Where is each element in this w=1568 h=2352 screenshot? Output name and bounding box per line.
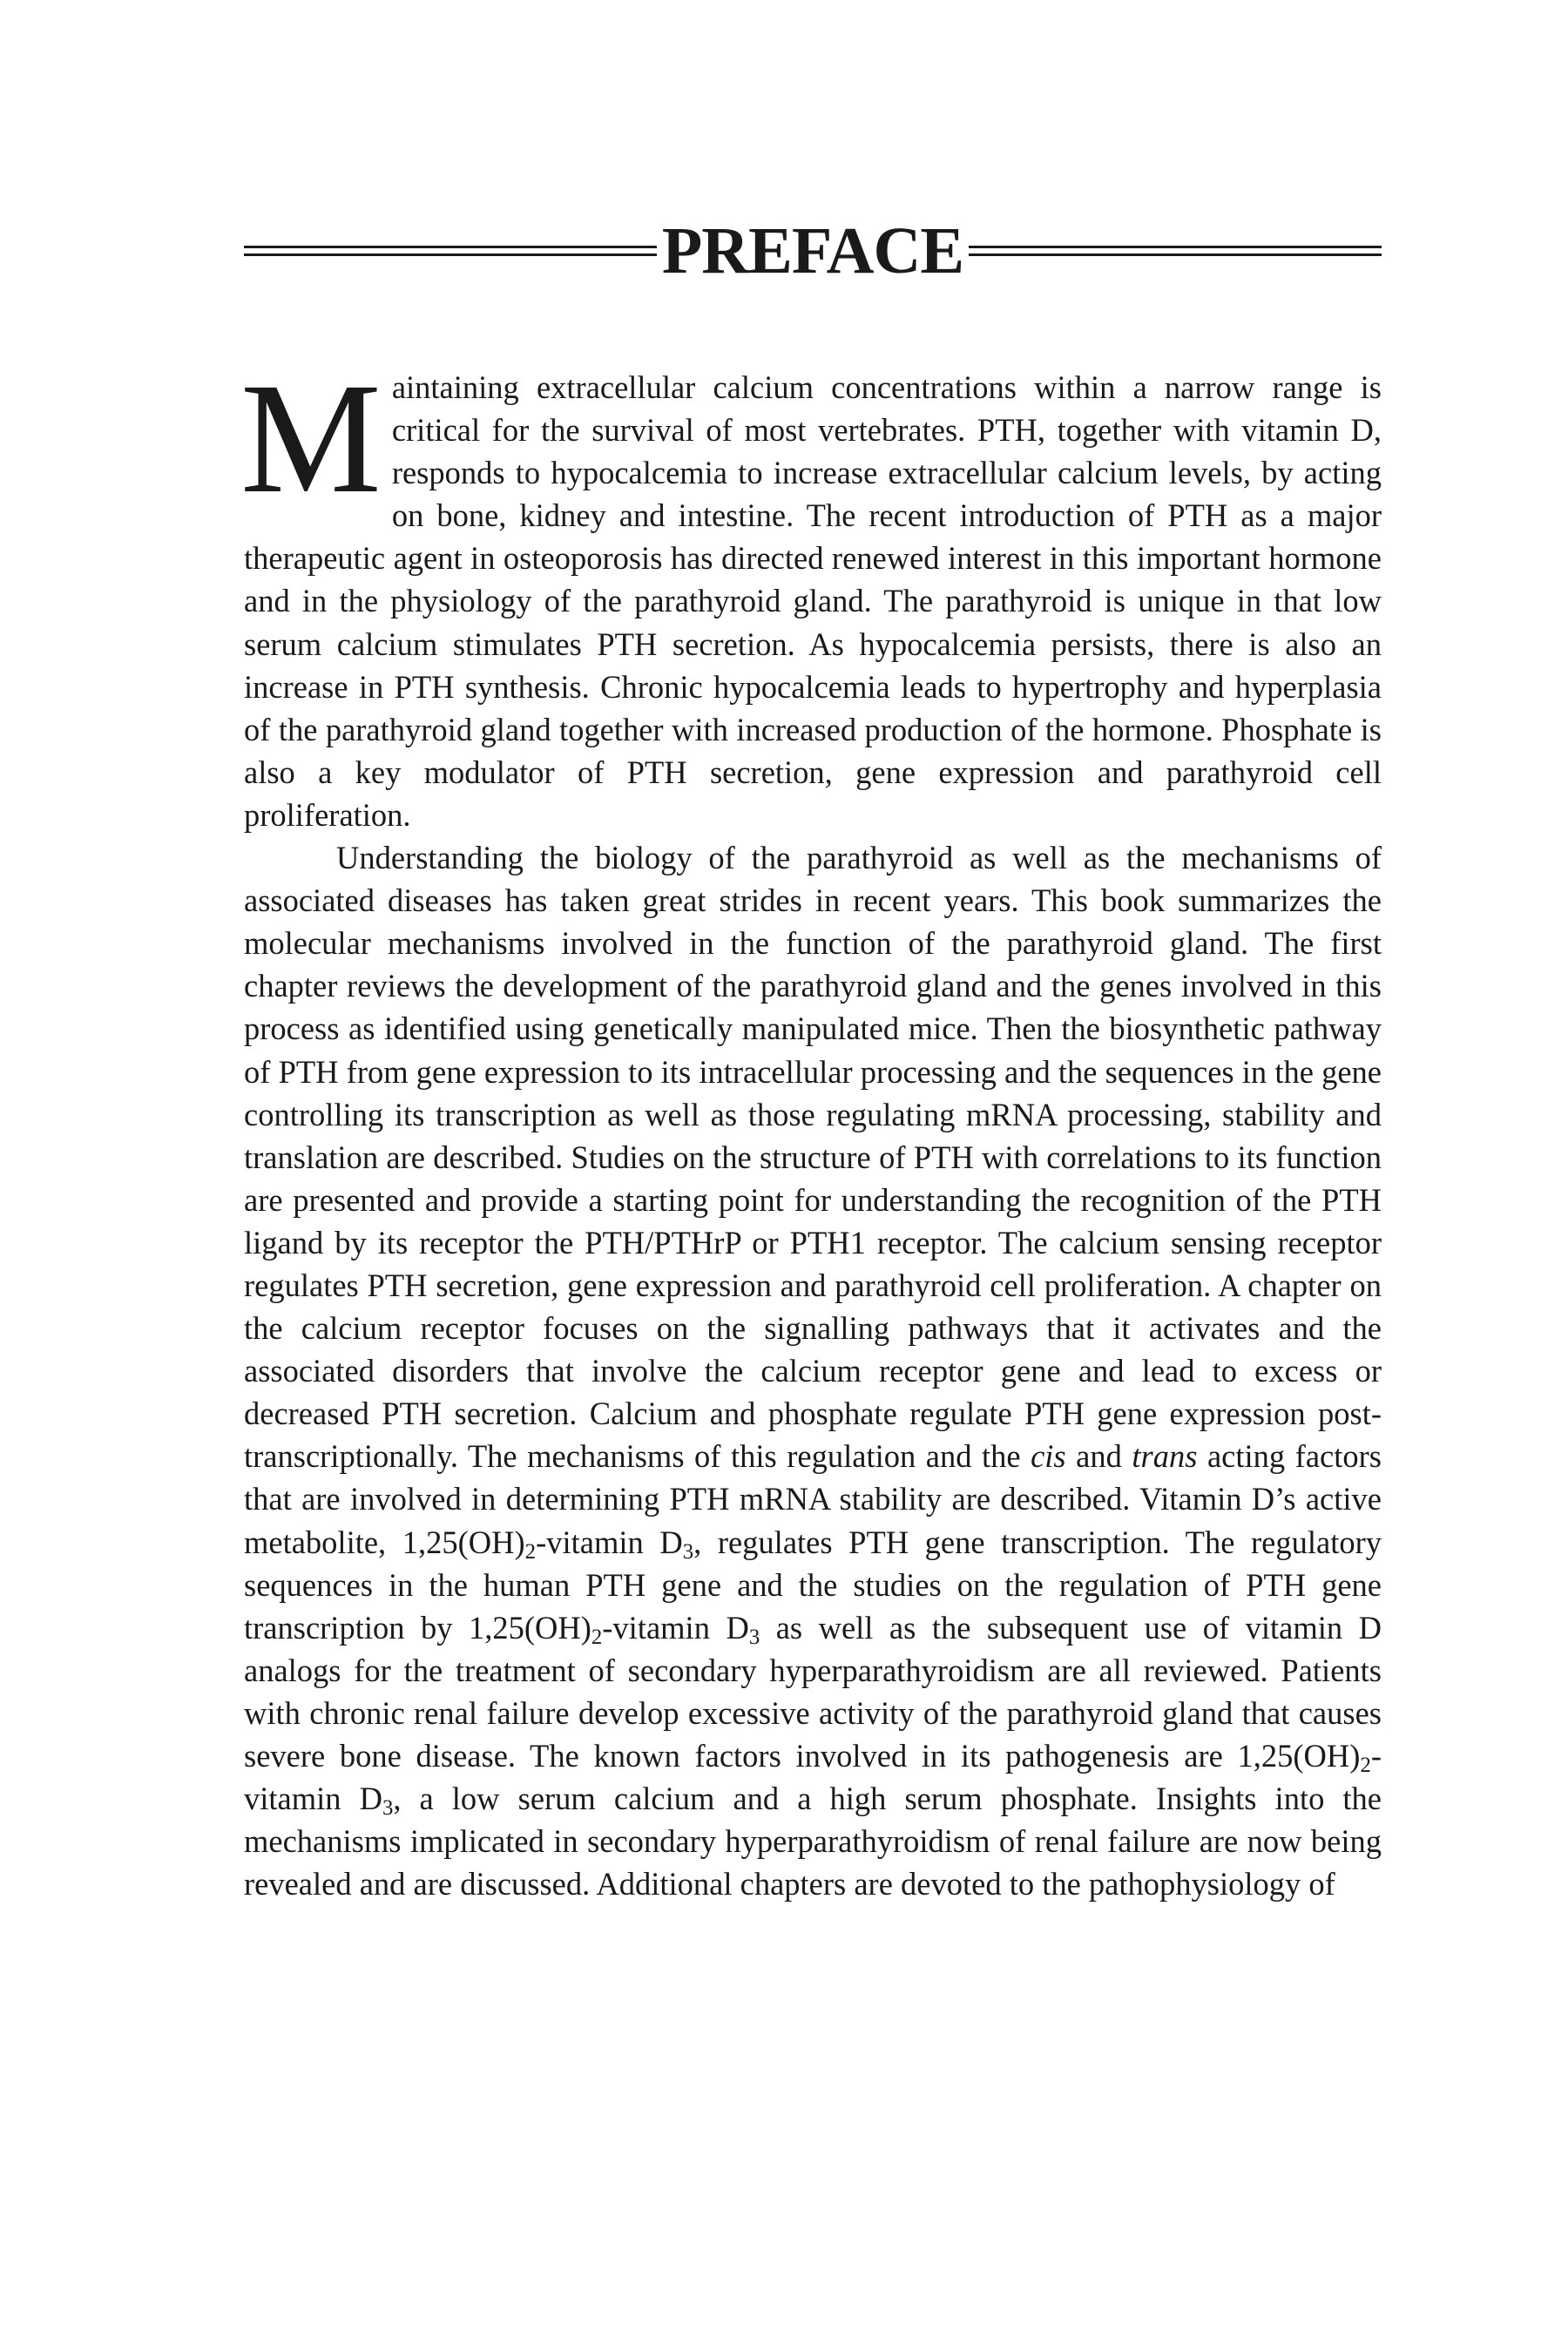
- subscript: 3: [748, 1625, 760, 1649]
- text-run: -vitamin D: [536, 1524, 683, 1560]
- subscript: 3: [382, 1796, 394, 1821]
- left-double-rule: [244, 246, 657, 256]
- text-run: and: [1065, 1438, 1132, 1475]
- preface-header: [244, 216, 1382, 286]
- paragraph-1: [240, 351, 1382, 836]
- text-run: as well as the subsequent use of vitamin D analogs for the treatment of secondary hyperparathyroidism are all reviewed. Patients with chronic renal failure develop excessive activity of the parathyroid gland that causes severe bone disease. The known factors involved in its pathogenesis are 1,25(OH): [244, 1609, 1382, 1774]
- paragraph-1-text: aintaining extracellular calcium concentrations within a narrow range is critical for the survival of most vertebrates. PTH, together with vitamin D, responds to hypocalcemia to increase extracellular calcium levels, by acting on bone, kidney and intestine. The recent introduction of PTH as a major therapeutic agent in osteoporosis has directed renewed interest in this important hormone and in the physiology of the parathyroid gland. The parathyroid is unique in that low serum calcium stimulates PTH secretion. As hypocalcemia persists, there is also an increase in PTH synthesis. Chronic hypocalcemia leads to hypertrophy and hyperplasia of the parathyroid gland together with increased production of the hormone. Phosphate is also a key modulator of PTH secretion, gene expression and parathyroid cell proliferation.: [244, 369, 1382, 833]
- preface-body: [240, 351, 1382, 1905]
- subscript: 2: [524, 1539, 537, 1564]
- right-double-rule: [969, 246, 1382, 256]
- text-run: -vitamin D: [244, 1738, 1382, 1817]
- text-run: acting factors that are involved in determining PTH mRNA stability are described. Vitamin D’s active metabolite, 1,25(OH): [244, 1438, 1382, 1560]
- subscript: 2: [1360, 1754, 1371, 1778]
- page-title: PREFACE: [661, 214, 964, 287]
- italic-trans: trans: [1132, 1438, 1198, 1475]
- text-run: , a low serum calcium and a high serum phosphate. Insights into the mechanisms implicated in secondary hyperparathyroidism of renal failure are now being revealed and are discussed. Additional chapters are devoted to the pathophysiology of: [244, 1781, 1382, 1903]
- drop-cap: M: [240, 351, 382, 526]
- subscript: 3: [682, 1539, 694, 1564]
- italic-cis: cis: [1031, 1438, 1066, 1475]
- paragraph-2: [244, 836, 1382, 1905]
- text-run: , regulates PTH gene transcription. The regulatory sequences in the human PTH gene and the studies on the regulation of PTH gene transcription by 1,25(OH): [244, 1524, 1382, 1646]
- text-run: -vitamin D: [602, 1609, 749, 1646]
- subscript: 2: [591, 1625, 603, 1649]
- paragraph-2-text: Understanding the biology of the parathyroid as well as the mechanisms of associated diseases has taken great strides in recent years. This book summarizes the molecular mechanisms involved in the function of the parathyroid gland. The first chapter reviews the development of the parathyroid gland and the genes involved in this process as identified using genetically manipulated mice. Then the biosynthetic pathway of PTH from gene expression to its intracellular processing and the sequences in the gene controlling its transcription as well as those regulating mRNA processing, stability and translation are described. Studies on the structure of PTH with correlations to its function are presented and provide a starting point for understanding the recognition of the PTH ligand by its receptor the PTH/PTHrP or PTH1 receptor. The calcium sensing receptor regulates PTH secretion, gene expression and parathyroid cell proliferation. A chapter on the calcium receptor focuses on the signalling pathways that it activates and the associated disorders that involve the calcium receptor gene and lead to excess or decreased PTH secretion. Calcium and phosphate regulate PTH gene expression post-transcriptionally. The mechanisms of this regulation and the: [244, 840, 1382, 1475]
